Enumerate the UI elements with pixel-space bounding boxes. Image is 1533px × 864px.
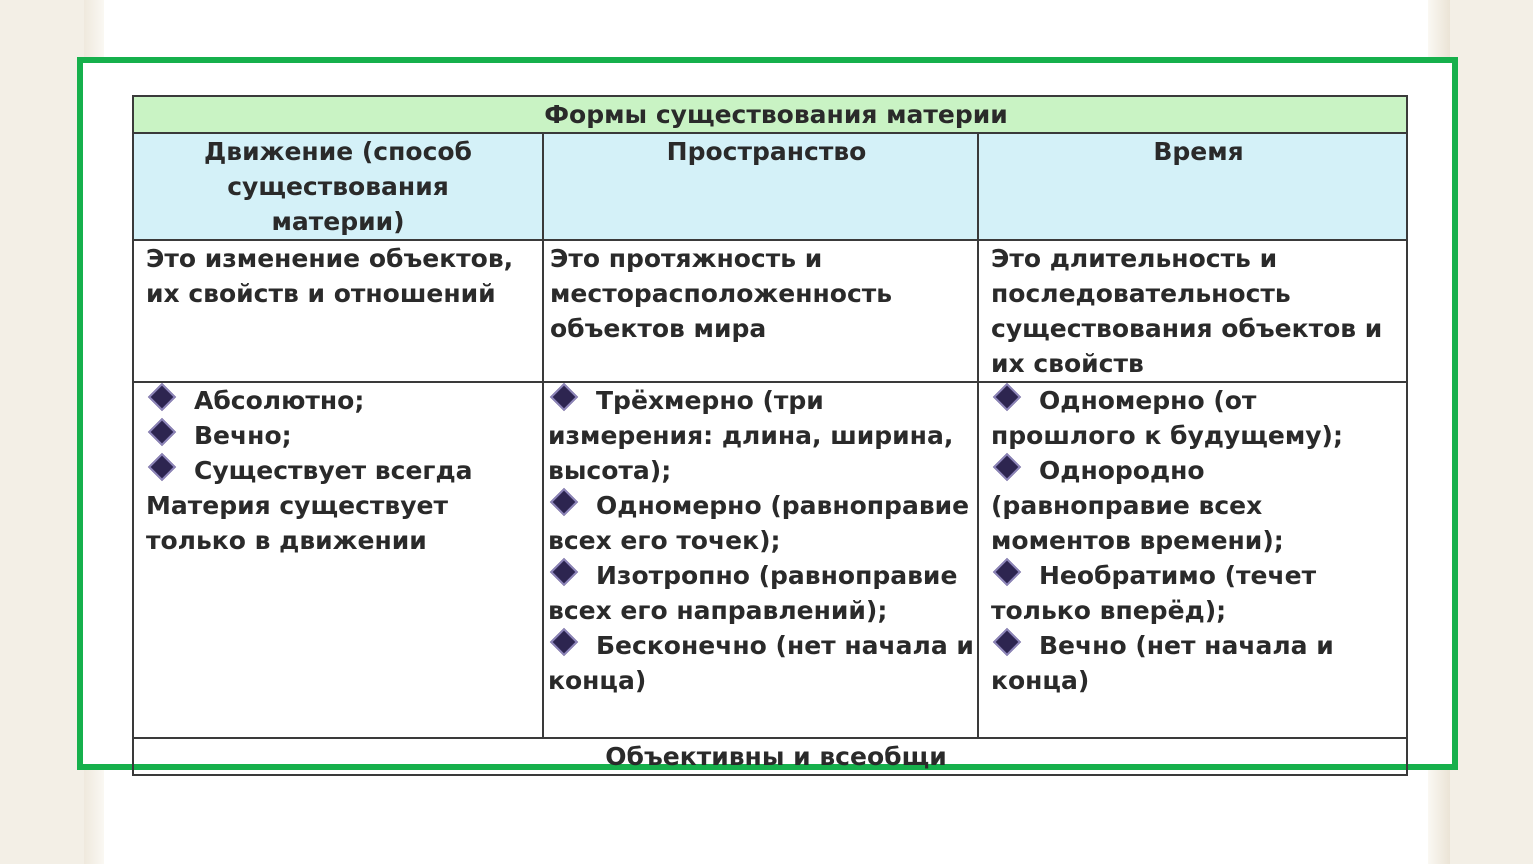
diamond-bullet-icon [550,628,578,656]
diamond-bullet-icon [993,558,1021,586]
list-item: Необратимо (течет только вперёд); [991,558,1406,628]
diamond-bullet-icon [148,383,176,411]
table-title-row [133,96,1407,133]
header-space: Пространство [543,133,978,240]
list-item: Однородно (равноправие всех моментов времени); [991,453,1406,558]
diamond-bullet-icon [148,418,176,446]
table-header-row [133,133,1407,240]
list-item: Одномерно (от прошлого к будущему); [991,383,1406,453]
properties-motion [133,382,543,738]
table-footer-row [133,738,1407,775]
list-item: Бесконечно (нет начала и конца) [548,628,977,698]
definition-space: Это протяжность и месторасположенность объектов мира [543,240,978,382]
diamond-bullet-icon [993,383,1021,411]
diamond-bullet-icon [550,383,578,411]
diamond-bullet-icon [550,488,578,516]
properties-space [543,382,978,738]
list-item: Вечно (нет начала и конца) [991,628,1406,698]
table-footer: Объективны и всеобщи [133,738,1407,775]
list-item: Вечно; [146,418,542,453]
diamond-bullet-icon [993,628,1021,656]
properties-time [978,382,1407,738]
diamond-bullet-icon [993,453,1021,481]
properties-row [133,382,1407,738]
motion-note: Материя существует только в движении [146,491,448,555]
definition-time: Это длительность и последовательность существования объектов и их свойств [978,240,1407,382]
definition-row [133,240,1407,382]
diamond-bullet-icon [550,558,578,586]
forms-of-matter-table [132,95,1408,776]
list-item: Существует всегда [146,453,542,488]
list-item: Трёхмерно (три измерения: длина, ширина, высота); [548,383,977,488]
list-item: Одномерно (равноправие всех его точек); [548,488,977,558]
diamond-bullet-icon [148,453,176,481]
list-item: Изотропно (равноправие всех его направлений); [548,558,977,628]
definition-motion: Это изменение объектов, их свойств и отношений [133,240,543,382]
header-time: Время [978,133,1407,240]
header-motion: Движение (способ существования материи) [133,133,543,240]
list-item: Абсолютно; [146,383,542,418]
table-title: Формы существования материи [133,96,1407,133]
